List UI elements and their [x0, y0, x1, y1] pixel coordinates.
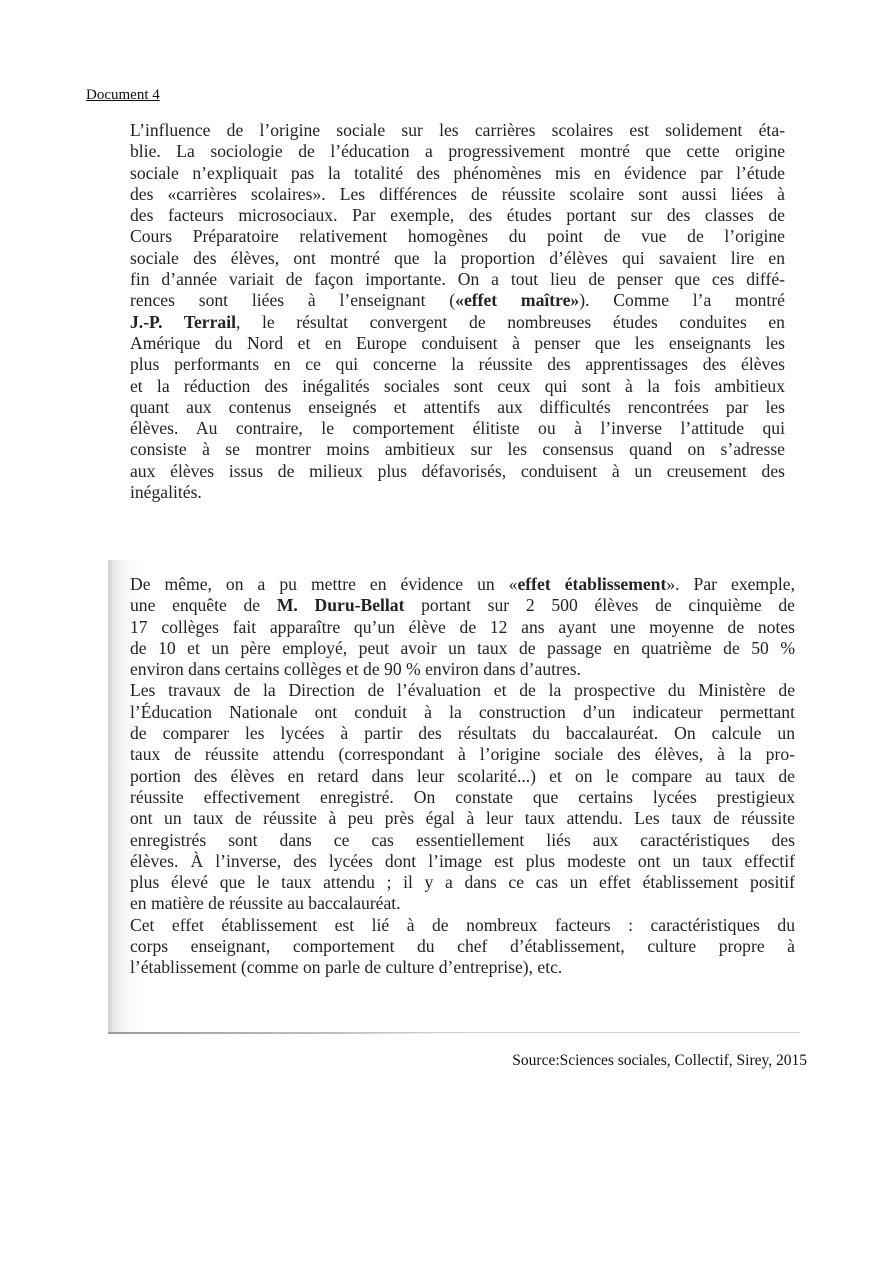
text-line: réussite effectivement enregistré. On constate que certains lycées prestigieux: [130, 786, 795, 807]
text-line: blie. La sociologie de l’éducation a progressivement montré que cette origine: [130, 141, 785, 162]
term-effet-etablissement: effet établissement: [517, 574, 667, 594]
text-line: de 10 et un père employé, peut avoir un taux de passage en quatrième de 50 %: [130, 637, 795, 658]
text-line: L’influence de l’origine sociale sur les carrières scolaires est solidement éta-: [130, 120, 785, 140]
text-line: Cours Préparatoire relativement homogènes du point de vue de l’origine: [130, 226, 785, 247]
text-fragment: De même, on a pu mettre en évidence un «: [130, 574, 518, 594]
text-line: Les travaux de la Direction de l’évaluation et de la prospective du Ministère de: [130, 680, 795, 701]
text-fragment: portant sur 2 500 élèves de cinquième de: [404, 595, 795, 616]
term-effet-maitre: «effet maître»: [455, 290, 580, 311]
text-line: des «carrières scolaires». Les différences de réussite scolaire sont aussi liées à: [130, 183, 785, 204]
text-line: des facteurs microsociaux. Par exemple, des études portant sur des classes de: [130, 205, 785, 226]
text-line: fin d’année variait de façon importante. On a tout lieu de penser que ces diffé-: [130, 269, 785, 290]
text-line: en matière de réussite au baccalauréat.: [130, 893, 401, 914]
text-line: 17 collèges fait apparaître qu’un élève de 12 ans ayant une moyenne de notes: [130, 616, 795, 637]
text-line: de comparer les lycées à partir des résultats du baccalauréat. On calcule un: [130, 723, 795, 744]
text-line: élèves. À l’inverse, des lycées dont l’image est plus modeste ont un taux effectif: [130, 850, 795, 871]
text-line: Cet effet établissement est lié à de nombreux facteurs : caractéristiques du: [130, 914, 795, 935]
text-fragment: rences sont liées à l’enseignant (: [130, 290, 456, 311]
author-duru-bellat: M. Duru-Bellat: [276, 595, 405, 616]
text-fragment: ). Comme l’a montré: [579, 290, 785, 311]
text-section-1: [130, 120, 785, 503]
text-line: plus performants en ce qui concerne la réussite des apprentissages des élèves: [130, 354, 785, 375]
text-line: taux de réussite attendu (correspondant à l’origine sociale des élèves, à la pro-: [130, 744, 795, 765]
text-line: l’Éducation Nationale ont conduit à la construction d’un indicateur permettant: [130, 701, 795, 722]
text-line: [130, 290, 785, 311]
text-line: sociale des élèves, ont montré que la proportion d’élèves qui savaient lire en: [130, 247, 785, 268]
text-line: corps enseignant, comportement du chef d’établissement, culture propre à: [130, 936, 795, 957]
text-line: environ dans certains collèges et de 90 % environ dans d’autres.: [130, 659, 581, 680]
text-line: inégalités.: [130, 482, 202, 503]
text-line: portion des élèves en retard dans leur scolarité...) et on le compare au taux de: [130, 765, 795, 786]
document-label: Document 4: [86, 87, 160, 103]
author-terrail: J.-P. Terrail: [130, 311, 236, 332]
text-line: aux élèves issus de milieux plus défavorisés, conduisent à un creusement des: [130, 460, 785, 481]
text-fragment: , le résultat convergent de nombreuses études conduites en: [235, 311, 785, 332]
text-line: ont un taux de réussite à peu près égal à leur taux attendu. Les taux de réussite: [130, 808, 795, 829]
text-line: quant aux contenus enseignés et attentifs aux difficultés rencontrées par les: [130, 396, 785, 417]
text-line: [130, 312, 785, 333]
text-fragment: une enquête de: [130, 595, 277, 616]
text-line: enregistrés sont dans ce cas essentiellement liés aux caractéristiques des: [130, 829, 795, 850]
text-fragment: ». Par exemple,: [666, 574, 796, 594]
text-line: plus élevé que le taux attendu ; il y a dans ce cas un effet établissement positif: [130, 872, 795, 893]
text-line: Amérique du Nord et en Europe conduisent à penser que les enseignants les: [130, 332, 785, 353]
text-line: consiste à se montrer moins ambitieux sur les consensus quand on s’adresse: [130, 439, 785, 460]
text-line: élèves. Au contraire, le comportement élitiste ou à l’inverse l’attitude qui: [130, 418, 785, 439]
text-line: [130, 595, 795, 616]
text-section-2: [130, 574, 795, 979]
text-line: sociale n’expliquait pas la totalité des phénomènes mis en évidence par l’étude: [130, 162, 785, 183]
text-line: l’établissement (comme on parle de culture d’entreprise), etc.: [130, 957, 563, 978]
scanned-excerpt-2: [108, 560, 800, 1033]
text-line: [130, 574, 795, 595]
source-citation: Source:Sciences sociales, Collectif, Sirey, 2015: [512, 1052, 807, 1069]
text-line: et la réduction des inégalités sociales sont ceux qui sont à la fois ambitieux: [130, 375, 785, 396]
